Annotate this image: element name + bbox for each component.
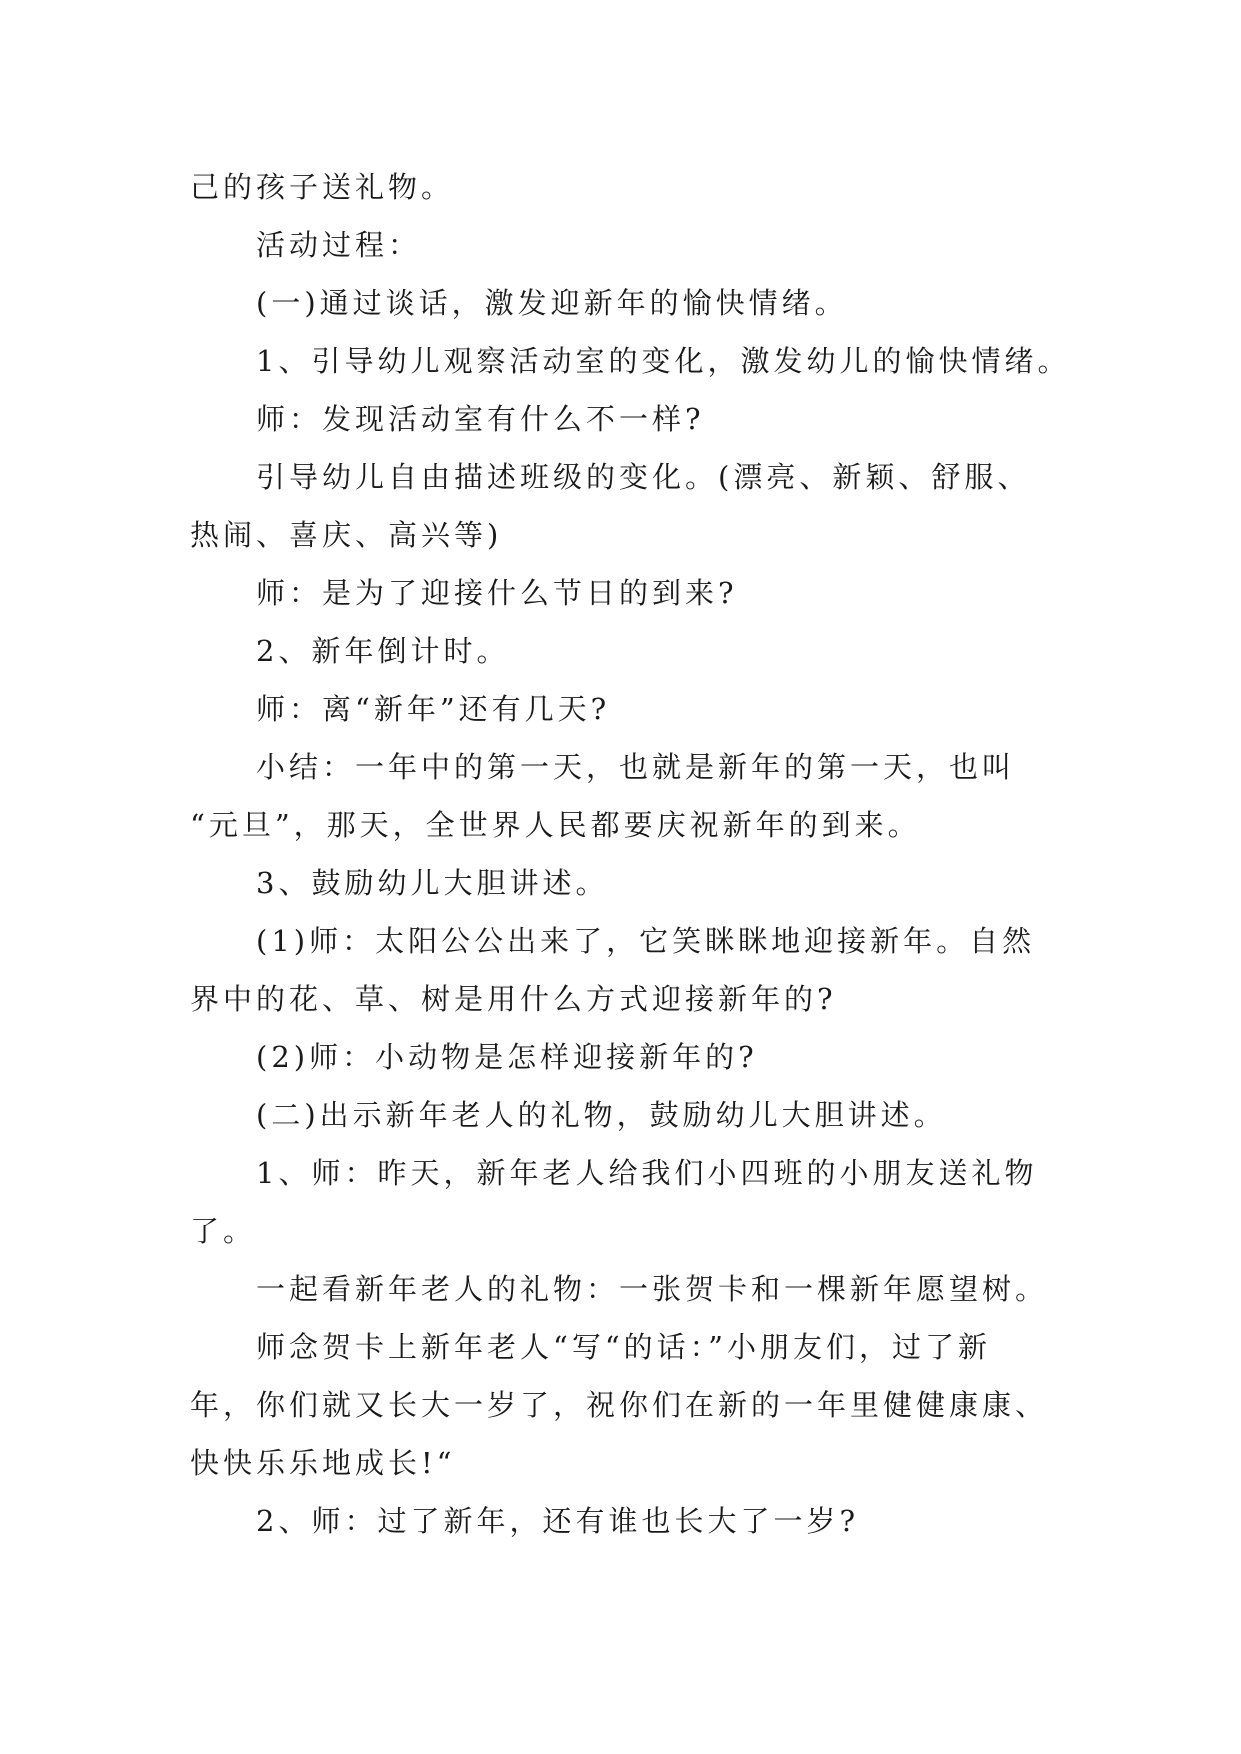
text-line: 一起看新年老人的礼物：一张贺卡和一棵新年愿望树。: [256, 1272, 1049, 1306]
text-line: 3、鼓励幼儿大胆讲述。: [256, 866, 609, 900]
text-line: 年，你们就又长大一岁了，祝你们在新的一年里健健康康、: [190, 1388, 1049, 1422]
text-line: “元旦”，那天，全世界人民都要庆祝新年的到来。: [190, 808, 921, 842]
text-line: (2)师：小动物是怎样迎接新年的?: [256, 1040, 758, 1074]
text-line: 2、师：过了新年，还有谁也长大了一岁?: [256, 1504, 859, 1538]
text-line: 1、引导幼儿观察活动室的变化，激发幼儿的愉快情绪。: [256, 344, 1071, 378]
text-line: 了。: [190, 1214, 257, 1248]
text-line: 1、师：昨天，新年老人给我们小四班的小朋友送礼物: [256, 1156, 1038, 1190]
text-line: 师：离“新年”还有几天?: [256, 692, 611, 726]
text-line: (1)师：太阳公公出来了，它笑眯眯地迎接新年。自然: [256, 924, 1036, 958]
text-line: 引导幼儿自由描述班级的变化。(漂亮、新颖、舒服、: [256, 460, 1031, 494]
text-line: 小结：一年中的第一天，也就是新年的第一天，也叫: [256, 750, 1016, 784]
section-heading: (二)出示新年老人的礼物，鼓励幼儿大胆讲述。: [256, 1098, 947, 1132]
section-heading: (一)通过谈话，激发迎新年的愉快情绪。: [256, 286, 848, 320]
document-body: [190, 158, 1071, 1550]
text-line: 师：发现活动室有什么不一样?: [256, 402, 705, 436]
section-heading: 活动过程：: [256, 228, 422, 262]
text-line: 师念贺卡上新年老人“写“的话：”小朋友们，过了新: [256, 1330, 991, 1364]
text-line: 热闹、喜庆、高兴等): [190, 518, 503, 552]
text-line: 师：是为了迎接什么节日的到来?: [256, 576, 738, 610]
text-line: 快快乐乐地成长!“: [190, 1446, 456, 1480]
text-line: 界中的花、草、树是用什么方式迎接新年的?: [190, 982, 837, 1016]
text-line: 2、新年倒计时。: [256, 634, 510, 668]
text-line: 己的孩子送礼物。: [190, 170, 455, 204]
